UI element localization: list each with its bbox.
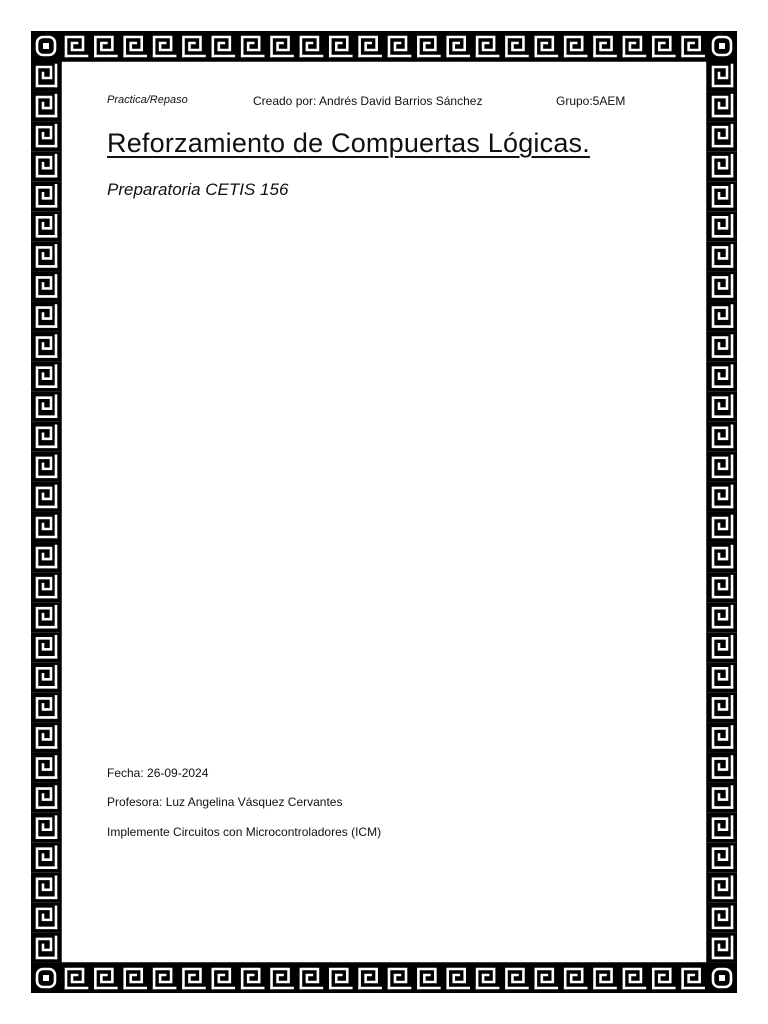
- border-key-icon: [501, 963, 531, 993]
- border-key-icon: [707, 61, 737, 91]
- border-key-icon: [619, 31, 649, 61]
- border-key-icon: [648, 963, 678, 993]
- border-key-icon: [590, 31, 620, 61]
- border-key-icon: [31, 722, 61, 752]
- border-key-icon: [31, 662, 61, 692]
- border-key-icon: [31, 422, 61, 452]
- border-key-icon: [707, 121, 737, 151]
- border-key-icon: [501, 31, 531, 61]
- border-key-icon: [267, 963, 297, 993]
- border-key-icon: [707, 332, 737, 362]
- border-key-icon: [707, 392, 737, 422]
- border-key-icon: [178, 963, 208, 993]
- border-key-icon: [325, 963, 355, 993]
- border-key-icon: [707, 662, 737, 692]
- border-key-icon: [237, 963, 267, 993]
- header-author-label: Creado por: Andrés David Barrios Sánchez: [253, 94, 483, 108]
- border-key-icon: [296, 31, 326, 61]
- border-key-icon: [707, 813, 737, 843]
- border-key-icon: [590, 963, 620, 993]
- border-key-icon: [31, 542, 61, 572]
- border-key-icon: [384, 963, 414, 993]
- border-key-icon: [678, 31, 708, 61]
- border-key-icon: [31, 302, 61, 332]
- border-key-icon: [384, 31, 414, 61]
- border-corner-icon: [707, 963, 737, 993]
- border-key-icon: [90, 31, 120, 61]
- border-key-icon: [648, 31, 678, 61]
- border-key-icon: [707, 873, 737, 903]
- border-key-icon: [443, 31, 473, 61]
- border-key-icon: [678, 963, 708, 993]
- border-key-icon: [31, 211, 61, 241]
- border-key-icon: [472, 31, 502, 61]
- border-key-icon: [31, 121, 61, 151]
- border-key-icon: [31, 482, 61, 512]
- border-key-icon: [178, 31, 208, 61]
- border-key-icon: [707, 542, 737, 572]
- subject-line: Implemente Circuitos con Microcontroladores (ICM): [107, 825, 382, 839]
- header-group-label: Grupo:5AEM: [556, 94, 626, 108]
- border-key-icon: [325, 31, 355, 61]
- border-key-icon: [707, 362, 737, 392]
- border-corner-icon: [707, 31, 737, 61]
- border-key-icon: [267, 31, 297, 61]
- border-key-icon: [31, 632, 61, 662]
- border-key-icon: [707, 632, 737, 662]
- border-key-icon: [31, 753, 61, 783]
- header-practica-label: Practica/Repaso: [107, 94, 188, 106]
- border-key-icon: [707, 482, 737, 512]
- border-key-icon: [31, 91, 61, 121]
- border-key-icon: [90, 963, 120, 993]
- border-key-icon: [707, 843, 737, 873]
- border-key-icon: [31, 392, 61, 422]
- border-key-icon: [472, 963, 502, 993]
- border-key-icon: [707, 302, 737, 332]
- border-key-icon: [31, 271, 61, 301]
- border-key-icon: [31, 903, 61, 933]
- border-key-icon: [31, 362, 61, 392]
- border-key-icon: [413, 963, 443, 993]
- border-key-icon: [355, 31, 385, 61]
- border-key-icon: [707, 602, 737, 632]
- document-subtitle: Preparatoria CETIS 156: [107, 180, 289, 199]
- border-corner-icon: [31, 31, 61, 61]
- border-key-icon: [31, 241, 61, 271]
- teacher-line: Profesora: Luz Angelina Vásquez Cervantes: [107, 795, 343, 809]
- border-key-icon: [707, 512, 737, 542]
- border-key-icon: [707, 271, 737, 301]
- border-key-icon: [31, 933, 61, 963]
- border-key-icon: [707, 903, 737, 933]
- border-key-icon: [443, 963, 473, 993]
- border-key-icon: [707, 722, 737, 752]
- border-key-icon: [296, 963, 326, 993]
- border-key-icon: [120, 31, 150, 61]
- document-title: Reforzamiento de Compuertas Lógicas.: [107, 128, 590, 158]
- date-line: Fecha: 26-09-2024: [107, 766, 209, 780]
- border-key-icon: [31, 151, 61, 181]
- border-key-icon: [31, 452, 61, 482]
- border-key-icon: [707, 181, 737, 211]
- border-key-icon: [31, 873, 61, 903]
- border-key-icon: [208, 963, 238, 993]
- border-key-icon: [31, 692, 61, 722]
- border-key-icon: [707, 753, 737, 783]
- border-key-icon: [31, 602, 61, 632]
- border-key-icon: [531, 31, 561, 61]
- border-key-icon: [707, 241, 737, 271]
- border-key-icon: [531, 963, 561, 993]
- border-key-icon: [707, 783, 737, 813]
- border-key-icon: [120, 963, 150, 993]
- border-key-icon: [149, 963, 179, 993]
- border-key-icon: [560, 31, 590, 61]
- border-key-icon: [707, 151, 737, 181]
- border-key-icon: [31, 843, 61, 873]
- border-key-icon: [31, 572, 61, 602]
- border-key-icon: [619, 963, 649, 993]
- border-key-icon: [707, 91, 737, 121]
- border-key-icon: [707, 211, 737, 241]
- border-key-icon: [31, 512, 61, 542]
- border-key-icon: [707, 933, 737, 963]
- border-key-icon: [61, 31, 91, 61]
- border-key-icon: [149, 31, 179, 61]
- border-key-icon: [707, 452, 737, 482]
- border-key-icon: [707, 422, 737, 452]
- border-key-icon: [31, 813, 61, 843]
- border-key-icon: [31, 783, 61, 813]
- border-key-icon: [707, 572, 737, 602]
- border-key-icon: [707, 692, 737, 722]
- border-key-icon: [413, 31, 443, 61]
- border-key-icon: [237, 31, 267, 61]
- border-key-icon: [31, 61, 61, 91]
- border-key-icon: [560, 963, 590, 993]
- border-corner-icon: [31, 963, 61, 993]
- border-key-icon: [208, 31, 238, 61]
- border-key-icon: [61, 963, 91, 993]
- border-key-icon: [31, 332, 61, 362]
- border-key-icon: [355, 963, 385, 993]
- border-key-icon: [31, 181, 61, 211]
